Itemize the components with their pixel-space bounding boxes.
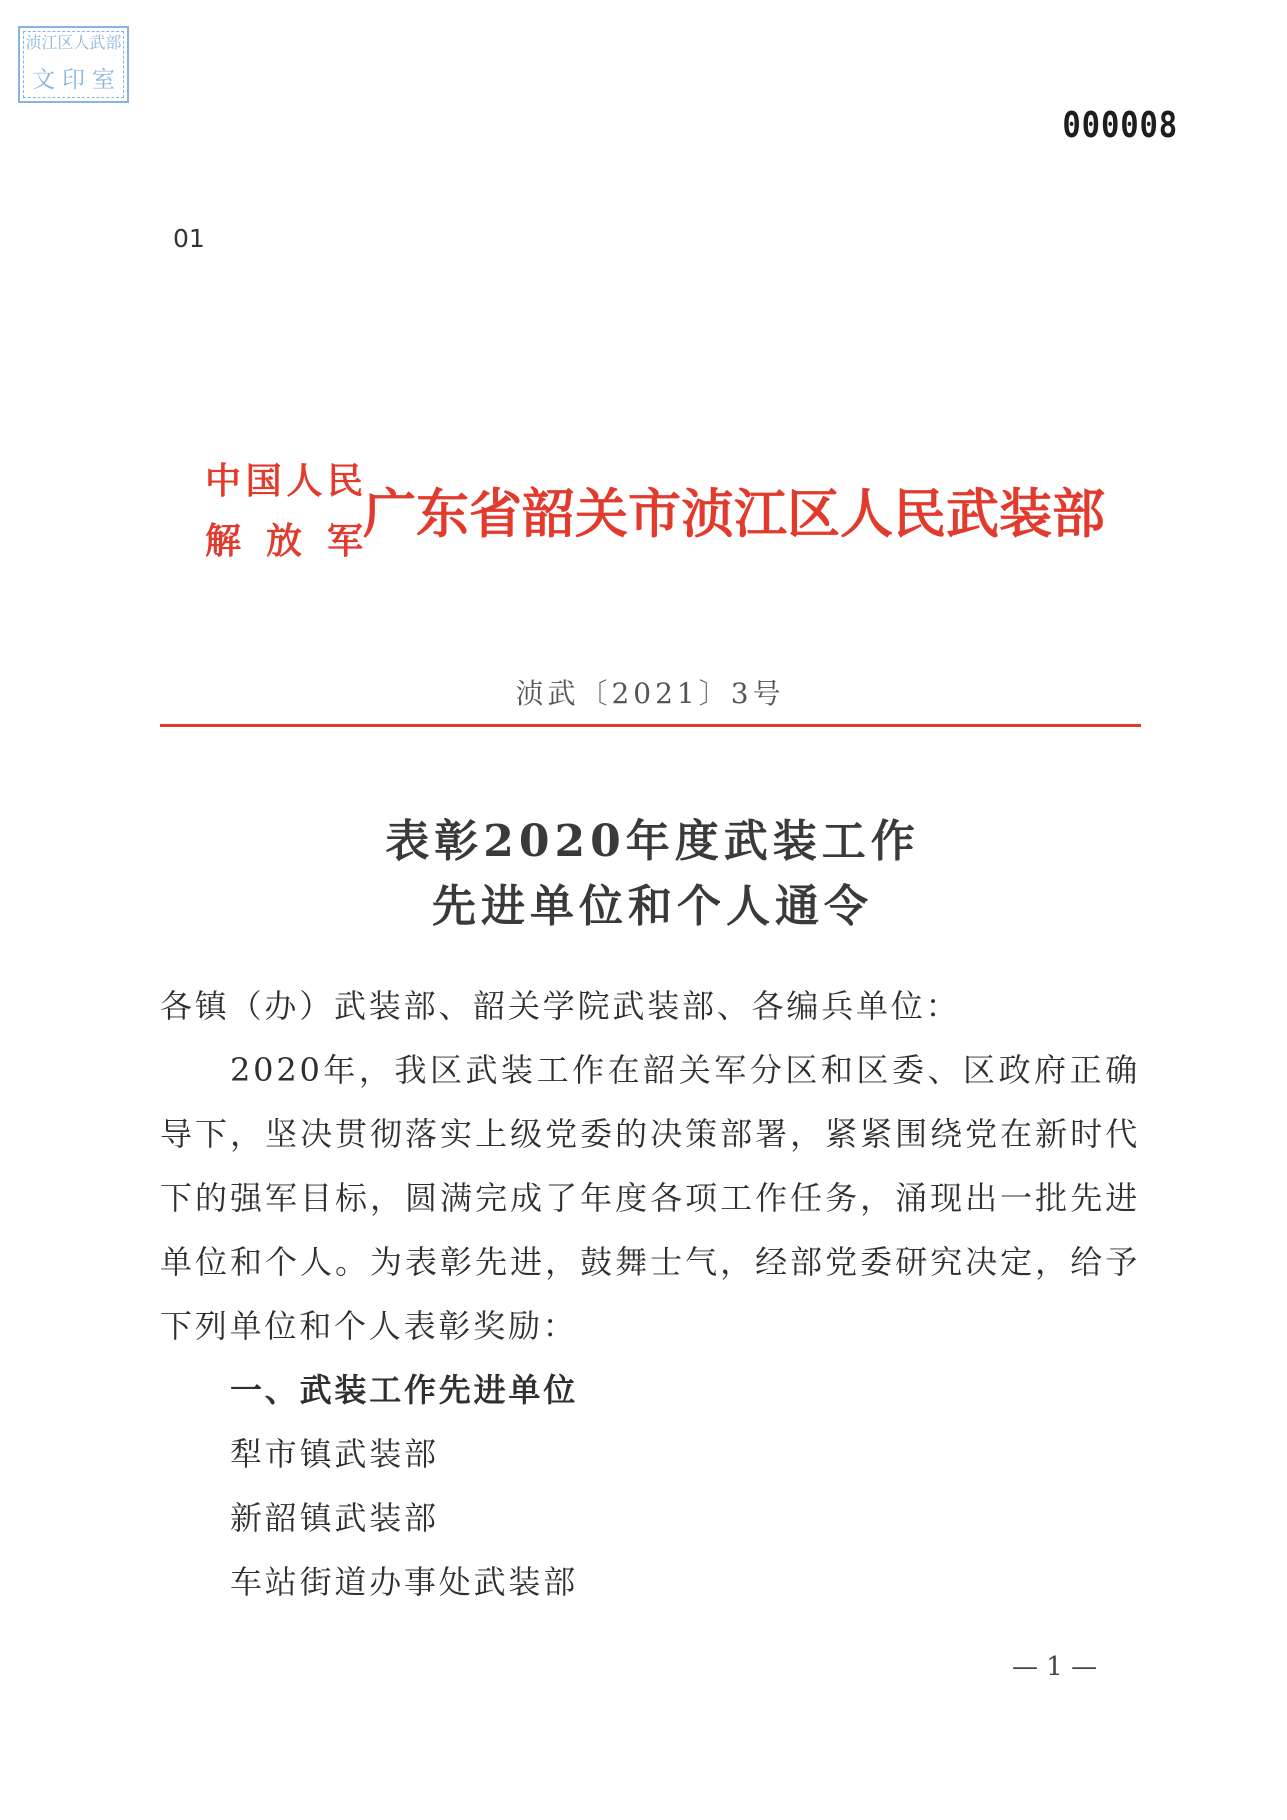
unit-list-item: 犁市镇武装部 — [230, 1435, 439, 1473]
issuer-name: 广东省韶关市浈江区人民武装部 — [363, 484, 1105, 545]
issuer-prefix — [205, 462, 363, 562]
document-number: 浈武〔2021〕3号 — [515, 677, 785, 710]
document-code: 01 — [173, 224, 205, 253]
issuer-prefix-line-2: 解 放 军 — [205, 521, 363, 562]
stamp-line-1: 浈江区人武部 — [25, 33, 122, 52]
office-stamp — [18, 26, 129, 103]
page-number: — 1 — — [1012, 1652, 1098, 1682]
salutation: 各镇（办）武装部、韶关学院武装部、各编兵单位： — [160, 987, 961, 1025]
serial-number: 000008 — [1062, 105, 1178, 146]
paragraph-line: 2020年，我区武装工作在韶关军分区和区委、区政府正确 — [230, 1051, 1140, 1089]
paragraph-line: 导下，坚决贯彻落实上级党委的决策部署，紧紧围绕党在新时代 — [160, 1115, 1140, 1153]
paragraph-line: 下的强军目标，圆满完成了年度各项工作任务，涌现出一批先进 — [160, 1179, 1140, 1217]
document-title-line-2: 先进单位和个人通令 — [432, 881, 873, 932]
paragraph-line: 下列单位和个人表彰奖励： — [160, 1307, 578, 1345]
unit-list-item: 车站街道办事处武装部 — [230, 1563, 579, 1601]
paragraph-line: 单位和个人。为表彰先进，鼓舞士气，经部党委研究决定，给予 — [160, 1243, 1140, 1281]
stamp-line-2: 文印室 — [32, 67, 122, 93]
document-body — [160, 974, 1140, 1614]
red-divider-line — [160, 724, 1141, 727]
issuer-prefix-line-1: 中国人民 — [205, 461, 363, 502]
document-title-line-1: 表彰2020年度武装工作 — [385, 816, 920, 867]
section-heading: 一、武装工作先进单位 — [230, 1371, 579, 1409]
unit-list-item: 新韶镇武装部 — [230, 1499, 439, 1537]
